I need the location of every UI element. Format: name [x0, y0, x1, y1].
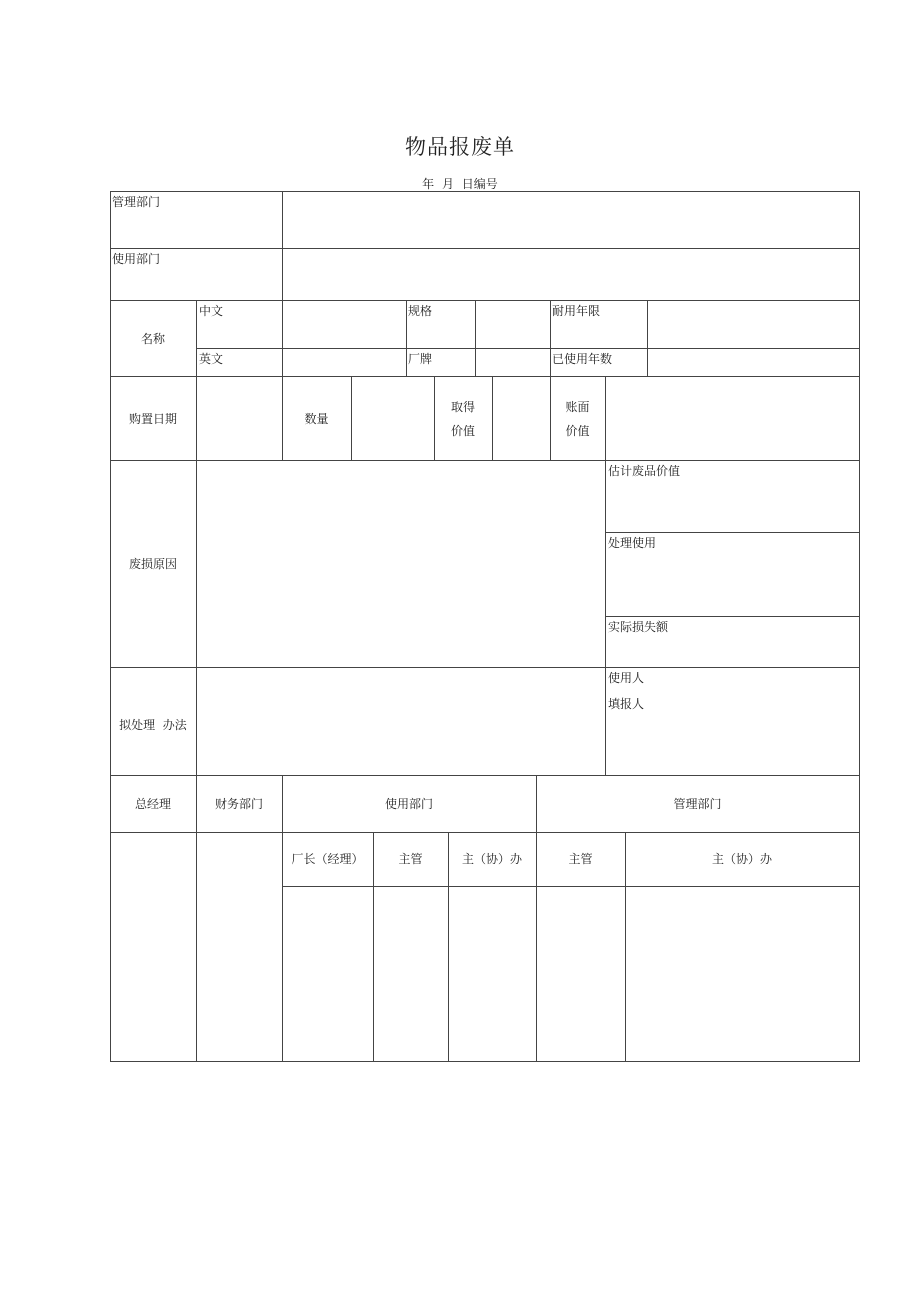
label-mgmt-dept: 管理部门	[112, 195, 161, 209]
col-divider	[406, 300, 407, 377]
date-number-line: 年 月 日编号	[422, 177, 498, 191]
field-gm-signature[interactable]	[111, 833, 196, 1061]
label-purchase-date: 购置日期	[128, 411, 177, 426]
label-life-years: 耐用年限	[552, 304, 601, 318]
label-book-value-line1: 账面	[565, 399, 590, 414]
field-use-dept[interactable]	[283, 249, 859, 300]
header-mgmt-supervisor: 主管	[568, 852, 593, 866]
field-life-years[interactable]	[648, 301, 859, 348]
label-filler: 填报人	[608, 697, 645, 711]
table-border	[859, 191, 860, 1062]
label-damage-reason: 废损原因	[128, 556, 177, 571]
field-proposed-method[interactable]	[197, 668, 605, 775]
label-used-years: 已使用年数	[552, 352, 613, 366]
label-est-scrap-value: 估计废品价值	[608, 464, 681, 478]
field-use-supervisor-signature[interactable]	[374, 887, 448, 1061]
field-purchase-date[interactable]	[197, 377, 282, 460]
header-mgmt-assistant: 主（协）办	[711, 852, 772, 866]
label-acquired-value	[434, 376, 492, 461]
label-quantity: 数量	[304, 411, 329, 426]
label-acquired-value-line2: 价值	[450, 423, 475, 438]
header-use-dept: 使用部门	[384, 796, 433, 811]
label-book-value	[550, 376, 605, 461]
field-brand[interactable]	[476, 349, 550, 376]
table-border	[110, 1061, 860, 1062]
field-chinese-name[interactable]	[283, 301, 406, 348]
label-actual-loss: 实际损失额	[608, 620, 669, 634]
field-book-value[interactable]	[606, 377, 859, 460]
label-spec: 规格	[408, 304, 433, 318]
label-acquired-value-line1: 取得	[450, 399, 475, 414]
label-book-value-line2: 价值	[565, 423, 590, 438]
label-use-dept: 使用部门	[112, 252, 161, 266]
field-mgmt-supervisor-signature[interactable]	[537, 887, 625, 1061]
label-english: 英文	[199, 352, 224, 366]
label-user: 使用人	[608, 671, 645, 685]
field-finance-signature[interactable]	[197, 833, 282, 1061]
field-spec[interactable]	[476, 301, 550, 348]
field-used-years[interactable]	[648, 349, 859, 376]
header-general-manager: 总经理	[134, 796, 171, 811]
field-mgmt-dept[interactable]	[283, 192, 859, 248]
header-finance-dept: 财务部门	[214, 796, 263, 811]
field-damage-reason[interactable]	[197, 461, 605, 667]
label-handle-use: 处理使用	[608, 536, 657, 550]
label-proposed-method: 拟处理 办法	[119, 717, 187, 732]
row-divider	[605, 616, 860, 617]
row-divider	[605, 532, 860, 533]
field-english-name[interactable]	[283, 349, 406, 376]
field-use-assistant-signature[interactable]	[449, 887, 536, 1061]
label-brand: 厂牌	[408, 352, 433, 366]
header-mgmt-dept: 管理部门	[673, 796, 722, 811]
field-quantity[interactable]	[352, 377, 434, 460]
header-factory-manager: 厂长（经理）	[291, 852, 364, 866]
label-chinese: 中文	[199, 304, 224, 318]
form-title: 物品报废单	[405, 135, 515, 159]
header-use-supervisor: 主管	[398, 852, 423, 866]
field-acquired-value[interactable]	[493, 377, 550, 460]
field-mgmt-assistant-signature[interactable]	[626, 887, 859, 1061]
label-name: 名称	[140, 331, 165, 346]
field-factory-manager-signature[interactable]	[283, 887, 373, 1061]
header-use-assistant: 主（协）办	[461, 852, 522, 866]
